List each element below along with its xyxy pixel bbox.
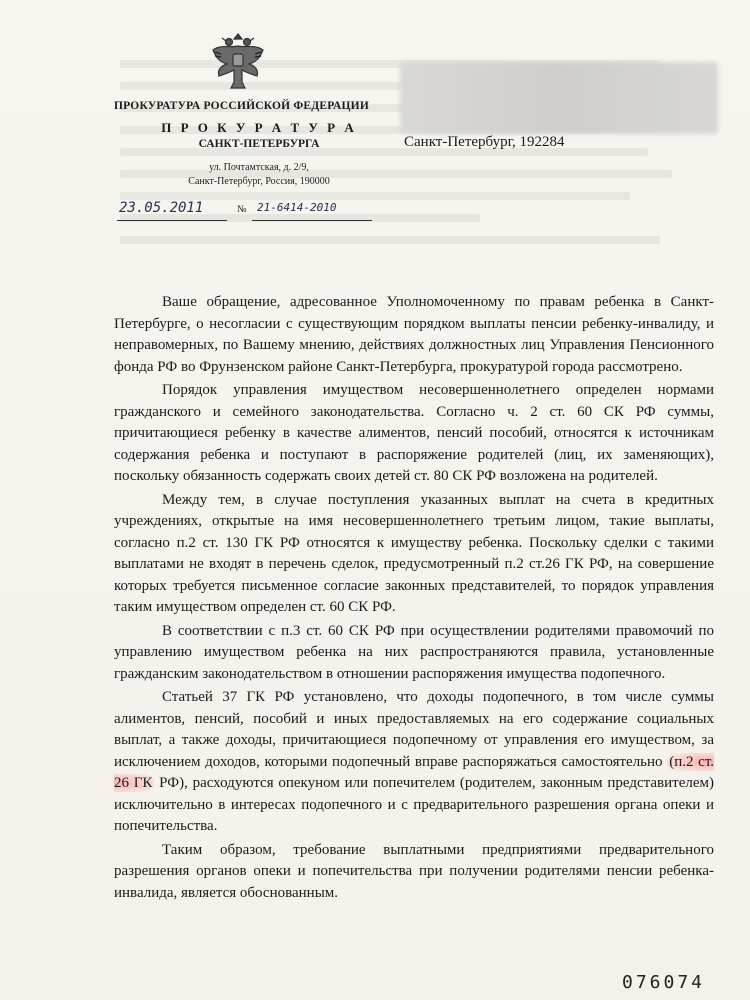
org-address-city: Санкт-Петербург, Россия, 190000 xyxy=(188,176,330,187)
paragraph-5-start: Статьей 37 ГК РФ установлено, что доходы подопечного, в том числе суммы алиментов, пенсий, пособий и иных предоставляемых на его содержание социальных выплат, а также доходы, причитающиеся подопечному от управления его имуществом, за исключением доходов, которыми подопечный вправе распоряжаться самостоятельно xyxy=(114,689,714,770)
paragraph-6: Таким образом, требование выплатными предприятиями предварительного разрешения органов опеки и попечительства при получении родителями пенсии ребенка-инвалида, является обоснованным. xyxy=(114,841,714,901)
reference-block xyxy=(117,200,377,226)
serial-number: 076074 xyxy=(622,972,706,993)
paragraph-2: Порядок управления имуществом несовершеннолетнего определен нормами гражданского и семейного законодательства. Согласно ч. 2 ст. 60 СК РФ суммы, причитающиеся ребенку в качестве алиментов, пенсий пособий, относятся к источникам содержания ребенка и поступают в распоряжение родителей (лиц, их заменяющих), поскольку обязанность содержать своих детей ст. 80 СК РФ возложена на родителей. xyxy=(114,382,714,484)
highlighted-citation: (п.2 ст. 26 ГК xyxy=(114,753,714,791)
paragraph-5 xyxy=(114,687,714,838)
reference-date: 23.05.2011 xyxy=(119,200,204,216)
reference-number-label: № xyxy=(237,204,247,215)
letter-body xyxy=(114,292,714,904)
org-address-street: ул. Почтамтская, д. 2/9, xyxy=(209,162,309,173)
redacted-recipient-block xyxy=(400,62,718,134)
paragraph-1: Ваше обращение, адресованное Уполномоченному по правам ребенка в Санкт-Петербурге, о несогласии с существующим порядком выплаты пенсии ребенку-инвалиду, и неправомерных, по Вашему мнению, действиях должностных лиц Управления Пенсионного фонда РФ во Фрунзенском районе Санкт-Петербурга, прокуратурой города рассмотрено. xyxy=(114,294,714,375)
reference-number: 21-6414-2010 xyxy=(257,201,337,214)
recipient-city-line: Санкт-Петербург, 192284 xyxy=(404,134,565,150)
reference-date-underline xyxy=(117,220,227,221)
reference-number-underline xyxy=(252,220,372,221)
paragraph-5-end: РФ), расходуются опекуном или попечителем (родителем, законным представителем) исключительно в интересах подопечного и с предварительного разрешения органа опеки и попечительства. xyxy=(114,775,714,834)
paragraph-4: В соответствии с п.3 ст. 60 СК РФ при осуществлении родителями правомочий по управлению имуществом ребенка на них распространяются правила, установленные гражданским законодательством в отношении распоряжения имущества подопечного. xyxy=(114,622,714,682)
org-name-prosecutor: П Р О К У Р А Т У Р А xyxy=(161,120,357,135)
org-name-city: САНКТ-ПЕТЕРБУРГА xyxy=(198,138,320,150)
double-headed-eagle-emblem-icon xyxy=(207,28,269,94)
org-name-federation: ПРОКУРАТУРА РОССИЙСКОЙ ФЕДЕРАЦИИ xyxy=(114,100,369,112)
paragraph-3: Между тем, в случае поступления указанных выплат на счета в кредитных учреждениях, открытые на имя несовершеннолетнего третьим лицом, такие выплаты, согласно п.2 ст. 130 ГК РФ относятся к имуществу ребенка. Поскольку сделки с такими выплатами не входят в перечень сделок, предусмотренный п.2 ст.26 ГК РФ, на совершение которых требуется письменное согласие законных представителей, то порядок управления таким имуществом определен ст. 60 СК РФ. xyxy=(114,491,714,615)
